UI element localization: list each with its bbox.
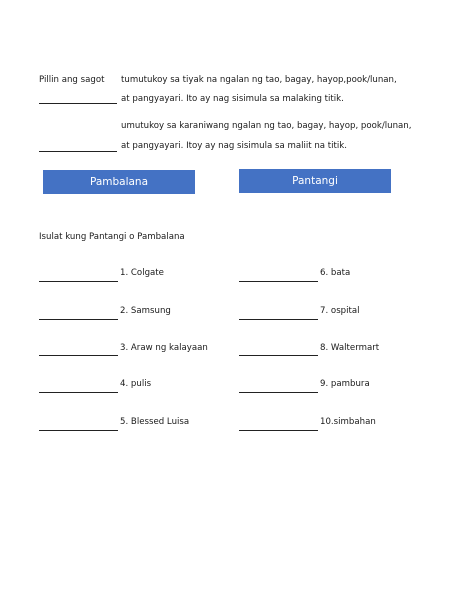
list-item-1: 1. Colgate — [120, 268, 164, 278]
list-item-10: 10.simbahan — [320, 417, 376, 427]
definition-1-line-2: at pangyayari. Ito ay nag sisimula sa malaking titik. — [121, 94, 344, 104]
answer-blank-7[interactable] — [239, 319, 318, 320]
definition-2-line-1: umutukoy sa karaniwang ngalan ng tao, bagay, hayop, pook/lunan, — [121, 121, 412, 131]
pantangi-button[interactable]: Pantangi — [239, 169, 391, 193]
answer-blank-definition-1[interactable] — [39, 103, 117, 104]
answer-blank-definition-2[interactable] — [39, 151, 117, 152]
pambalana-button[interactable]: Pambalana — [43, 170, 195, 194]
answer-blank-4[interactable] — [39, 392, 118, 393]
list-item-6: 6. bata — [320, 268, 351, 278]
instruction-write: Isulat kung Pantangi o Pambalana — [39, 232, 185, 242]
definition-2-line-2: at pangyayari. Itoy ay nag sisimula sa maliit na titik. — [121, 141, 348, 151]
list-item-9: 9. pambura — [320, 379, 370, 389]
answer-blank-10[interactable] — [239, 430, 318, 431]
answer-blank-8[interactable] — [239, 355, 318, 356]
answer-blank-6[interactable] — [239, 281, 318, 282]
answer-blank-3[interactable] — [39, 355, 118, 356]
list-item-4: 4. pulis — [120, 379, 152, 389]
list-item-8: 8. Waltermart — [320, 343, 380, 353]
definition-1-line-1: tumutukoy sa tiyak na ngalan ng tao, bagay, hayop,pook/lunan, — [121, 75, 397, 85]
answer-blank-9[interactable] — [239, 392, 318, 393]
list-item-5: 5. Blessed Luisa — [120, 417, 190, 427]
answer-blank-2[interactable] — [39, 319, 118, 320]
list-item-7: 7. ospital — [320, 306, 360, 316]
answer-blank-1[interactable] — [39, 281, 118, 282]
list-item-2: 2. Samsung — [120, 306, 171, 316]
answer-blank-5[interactable] — [39, 430, 118, 431]
instruction-choose-answer: Pillin ang sagot — [39, 75, 105, 85]
list-item-3: 3. Araw ng kalayaan — [120, 343, 208, 353]
